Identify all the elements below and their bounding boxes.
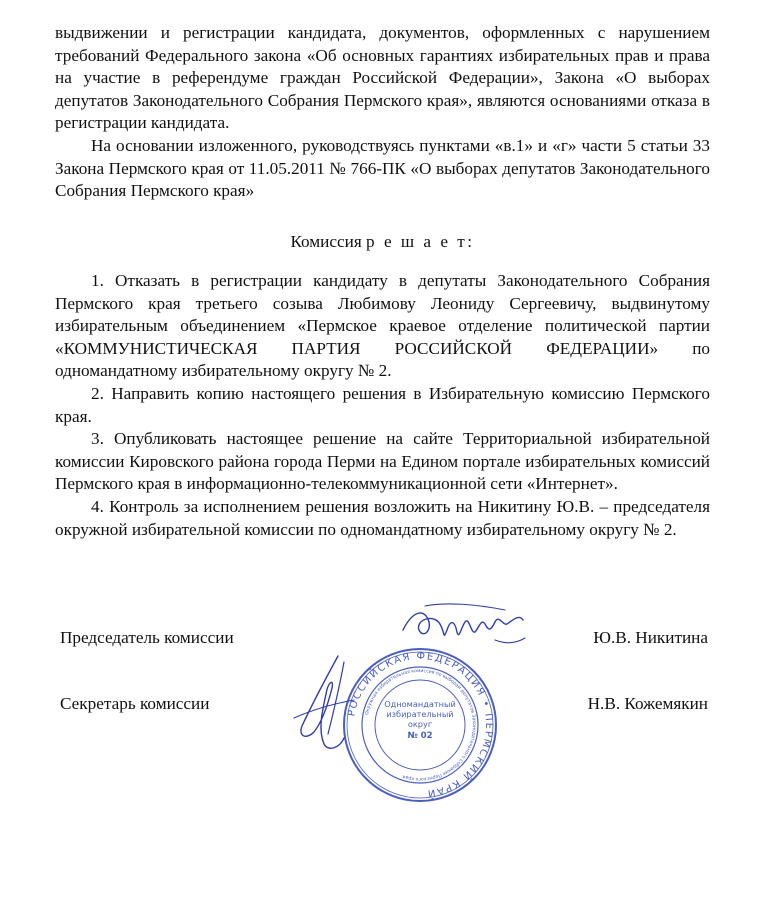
decision-verb: р е ш а е т: (366, 232, 475, 251)
secretary-label: Секретарь комиссии (60, 694, 210, 713)
secretary-name: Н.В. Кожемякин (587, 694, 708, 713)
secretary-signature (288, 648, 368, 758)
decision-item-3: 3. Опубликовать настоящее решение на сайте Территориальной избирательной комиссии Кировского района города Перми на Едином портале избирательных комиссий Пермского края в информационно-телекоммуникационной сети «Интернет». (55, 429, 710, 494)
decision-item-4: 4. Контроль за исполнением решения возложить на Никитину Ю.В. – председателя окружной избирательной комиссии по одномандатному избирательному округу № 2. (55, 496, 710, 539)
stamp-center-line-4: № 02 (407, 731, 433, 741)
chair-signature (395, 600, 530, 655)
stamp-inner-ring-text: Окружная избирательная комиссия по выборам депутатов Законодательного Собрания Пермского края (364, 668, 477, 782)
decision-word: Комиссия (290, 232, 362, 251)
stamp-center-line-2: избирательный (386, 709, 454, 719)
stamp-center-line-3: округ (407, 719, 433, 729)
decision-items (55, 270, 710, 541)
paragraph-grounds: выдвижении и регистрации кандидата, документов, оформленных с нарушением требований Федерального закона «Об основных гарантиях избирательных прав и права на участие в референдуме граждан Российской Федерации», Закона «О выборах депутатов Законодательного Собрания Пермского края», являются основаниями отказа в регистрации кандидата. (55, 23, 710, 133)
decision-heading (55, 231, 710, 254)
paragraph-legal-basis: На основании изложенного, руководствуясь пунктами «в.1» и «г» части 5 статьи 33 Закона Пермского края от 11.05.2011 № 766-ПК «О выборах депутатов Законодательного Собрания Пермского края» (55, 135, 710, 201)
stamp-outer-text: РОССИЙСКАЯ ФЕДЕРАЦИЯ • ПЕРМСКИЙ КРАЙ (346, 650, 495, 799)
stamp-center-line-1: Одномандатный (384, 699, 456, 709)
chair-name: Ю.В. Никитина (593, 628, 708, 647)
chair-label: Председатель комиссии (60, 628, 234, 647)
text-top (55, 22, 710, 203)
decision-item-2: 2. Направить копию настоящего решения в Избирательную комиссию Пермского края. (55, 383, 710, 426)
decision-item-1: 1. Отказать в регистрации кандидату в депутаты Законодательного Собрания Пермского края третьего созыва Любимову Леониду Сергеевичу, выдвинутому избирательным объединением «Пермское краевое отделение политической партии «КОММУНИСТИЧЕСКАЯ ПАРТИЯ РОССИЙСКОЙ ФЕДЕРАЦИИ» по одномандатному избирательному округу № 2. (55, 271, 710, 381)
